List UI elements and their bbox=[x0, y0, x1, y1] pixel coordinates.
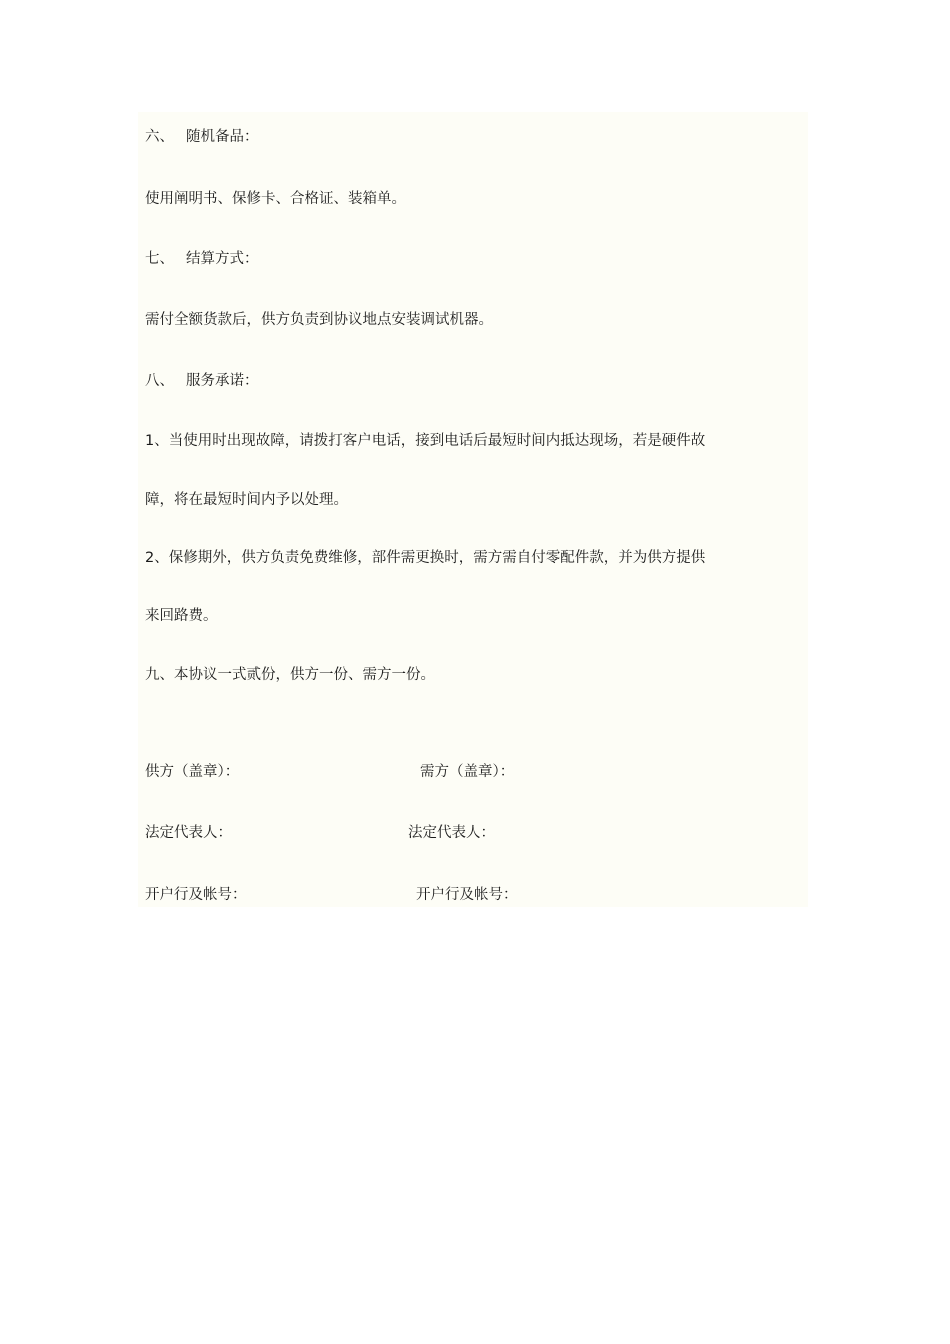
section7-number: 七、 bbox=[145, 251, 174, 267]
section8-title: 服务承诺： bbox=[186, 373, 259, 389]
supplier-seal-label: 供方（盖章）： bbox=[145, 764, 240, 780]
section8-item1-line1: 1、当使用时出现故障，请拨打客户电话，接到电话后最短时间内抵达现场，若是硬件故 bbox=[145, 433, 706, 449]
section6-heading bbox=[145, 127, 259, 147]
section6-title: 随机备品： bbox=[186, 129, 259, 145]
buyer-seal-label: 需方（盖章）： bbox=[420, 764, 515, 780]
section6-number: 六、 bbox=[145, 129, 174, 145]
supplier-rep-label: 法定代表人： bbox=[145, 825, 232, 841]
supplier-bank-label: 开户行及帐号： bbox=[145, 887, 247, 903]
section8-heading bbox=[145, 371, 259, 391]
section8-item2-line1: 2、保修期外，供方负责免费维修，部件需更换时，需方需自付零配件款，并为供方提供 bbox=[145, 550, 706, 566]
section6-body: 使用阐明书、保修卡、合格证、装箱单。 bbox=[145, 191, 406, 207]
buyer-rep-label: 法定代表人： bbox=[408, 825, 495, 841]
section8-item1-line2: 障，将在最短时间内予以处理。 bbox=[145, 492, 348, 508]
section7-heading bbox=[145, 249, 259, 269]
section9-text: 九、本协议一式贰份，供方一份、需方一份。 bbox=[145, 667, 435, 683]
section8-number: 八、 bbox=[145, 373, 174, 389]
section7-body: 需付全额货款后，供方负责到协议地点安装调试机器。 bbox=[145, 312, 493, 328]
buyer-bank-label: 开户行及帐号： bbox=[416, 887, 518, 903]
section8-item2-line2: 来回路费。 bbox=[145, 608, 218, 624]
section7-title: 结算方式： bbox=[186, 251, 259, 267]
